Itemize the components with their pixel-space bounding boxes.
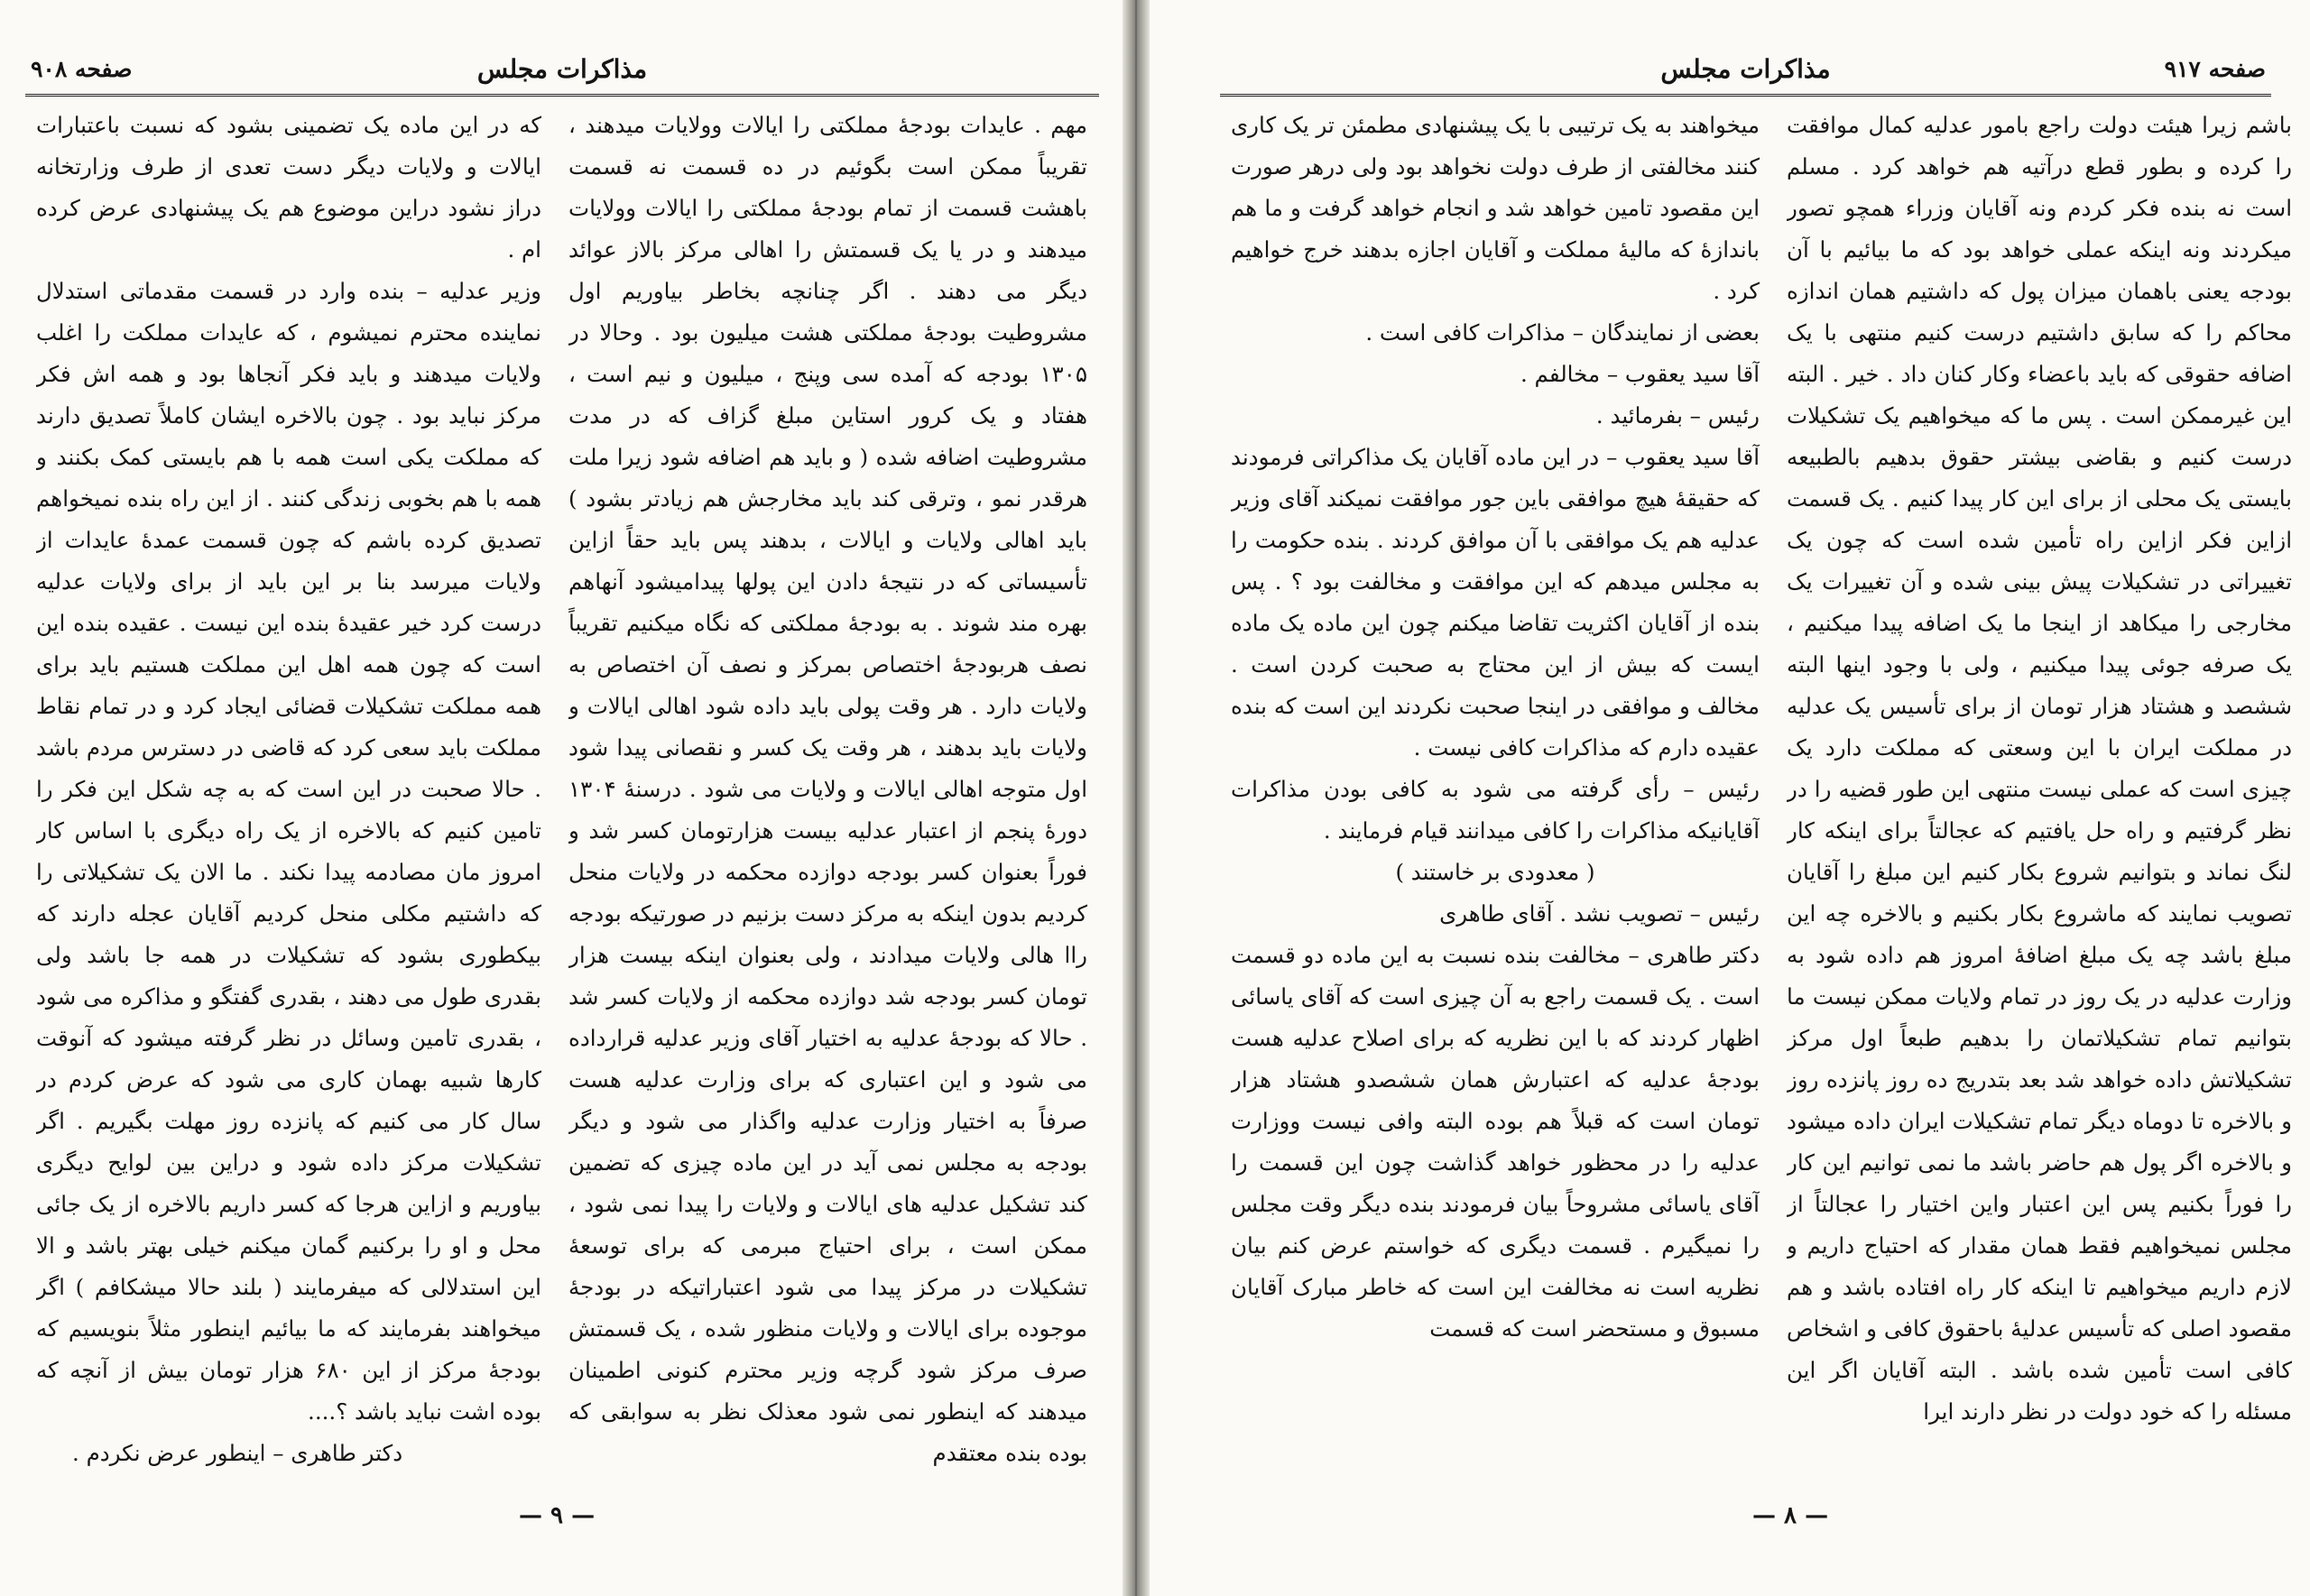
paragraph: وزیر عدلیه – بنده وارد در قسمت مقدماتی استدلال نماینده محترم نمیشوم ، که عایدات مملکت را اغلب ولایات میدهند و باید فکر آنجاها بود و همه اش فکر مرکز نباید بود . چون بالاخره ایشان کاملاً تصدیق دارند که مملکت یکی است همه با هم بایستی کمک بکنند و همه با هم بخوبی زندگی کنند . از این راه بنده نمیخواهم تصدیق کرده باشم که چون قسمت عمدهٔ عایدات از ولایات میرسد بنا بر این باید از برای ولایات عدلیه درست کرد خیر عقیدهٔ بنده این نیست . عقیده بنده این است که چون همه اهل این مملکت هستیم باید برای همه مملکت تشکیلات قضائی ایجاد کرد و در تمام نقاط مملکت باید سعی کرد که قاضی در دسترس مردم باشد . حالا صحبت در این است که به چه شکل این فکر را تامین کنیم که بالاخره از یک راه دیگری با اساس کار امروز مان مصادمه پیدا نکند . ما الان یک تشکیلاتی را که داشتیم مکلی منحل کردیم آقایان عجله دارند که بیکطوری بشود که تشکیلات در همه جا باشد ولی بقدری طول می دهند ، بقدری گفتگو و مذاکره می شود ، بقدری تامین وسائل در نظر گرفته میشود که آنوقت کارها شبیه بهمان کاری می شود که عرض کردم در سال کار می کنیم که پانزده روز مهلت بگیریم . اگر تشکیلات مرکز داده شود و دراین بین لوایح دیگری بیاوریم و ازاین هرجا که کسر داریم بالاخره از یک جائی محل و او را برکنیم گمان میکنم خیلی بهتر باشد و الا این استدلالی که میفرمایند ( بلند حالا میشکافم ) اگر میخواهند بفرمایند که ما بیائیم اینطور مثلاً بنویسیم که بودجهٔ مرکز از این ۶۸۰ هزار تومان بیش از آنچه که بوده اشت نباید باشد ؟.... [36, 278, 541, 1425]
right-page-number: صفحه ۹۱۷ [2164, 56, 2266, 82]
paragraph: آقا سید یعقوب – مخالفم . [1520, 361, 1760, 387]
right-header-title: مذاکرات مجلس [1660, 54, 1831, 84]
paragraph: رئیس – بفرمائید . [1595, 402, 1760, 429]
paragraph: باشم زیرا هیئت دولت راجع بامور عدلیه کمال موافقت را کرده و بطور قطع درآتیه هم خواهد کرد . مسلم است نه بنده فکر کردم ونه آقایان وزراء همچو تصور میکردند ونه اینکه عملی خواهد بود که ما بیائیم با آن بودجه یعنی باهمان میزان پول که داشتیم همان اندازه محاکم را که سابق داشتیم درست کنیم منتهی با یک اضافه حقوقی که باید باعضاء وکار کنان داد . خیر . البته این غیرممکن است . پس ما که میخواهیم یک تشکیلات درست کنیم و بقاضی بیشتر حقوق بدهیم بالطبیعه بایستی یک محلی از برای این کار پیدا کنیم . یک قسمت ازاین فکر ازاین راه تأمین شده است که چون یک تغییراتی در تشکیلات پیش بینی شده و آن تغییرات یک مخارجی را میکاهد از اینجا ما یک اضافه پیدا میکنیم ، یک صرفه جوئی پیدا میکنیم ، ولی با وجود اینها البته ششصد و هشتاد هزار تومان از برای تأسیس یک عدلیه در مملکت ایران با این وسعتی که مملکت دارد یک چیزی است که عملی نیست منتهی این طور قضیه را در نظر گرفتیم و راه حل یافتیم که عجالتاً برای اینکه کار لنگ نماند و بتوانیم شروع بکار کنیم این مبلغ را آقایان تصویب نمایند که ماشروع بکار بکنیم و بالاخره چه این مبلغ باشد چه یک مبلغ اضافهٔ امروز هم داده شود به وزارت عدلیه در یک روز در تمام ولایات ممکن نیست ما بتوانیم تمام تشکیلاتمان را بدهیم طبعاً اول مرکز تشکیلاتش داده خواهد شد بعد بتدریج ده روز پانزده روز و بالاخره تا دوماه دیگر تمام تشکیلات ایران داده میشود و بالاخره اگر پول هم حاضر باشد ما نمی توانیم این کار را فوراً بکنیم پس این اعتبار واین اختیار را عجالتاً از مجلس نمیخواهیم فقط همان مقدار که احتیاج داریم و لازم داریم میخواهیم تا اینکه کار راه افتاده باشد و هم مقصود اصلی که تأسیس عدلیهٔ باحقوق کافی و اشخاص کافی است تأمین شده باشد . البته آقایان اگر این مسئله را که خود دولت در نظر دارند ایرا [1787, 112, 2292, 1425]
paragraph: دکتر طاهری – مخالفت بنده نسبت به این ماده دو قسمت است . یک قسمت راجع به آن چیزی است که آقای یاسائی اظهار کردند که با این نظریه که برای اصلاح عدلیه هست بودجهٔ عدلیه که اعتبارش همان ششصدو هشتاد هزار تومان است که قبلاً هم بوده البته وافی نیست ووزارت عدلیه را در محظور خواهد گذاشت چون این قسمت را آقای یاسائی مشروحاً بیان فرمودند بنده دیگر وقت مجلس را نمیگیرم . قسمت دیگری که خواستم عرض کنم بیان نظریه است نه مخالفت این است که خاطر مبارک آقایان مسبوق و مستحضر است که قسمت [1231, 942, 1760, 1342]
paragraph: میخواهند به یک ترتیبی با یک پیشنهادی مطمئن تر یک کاری کنند مخالفتی از طرف دولت نخواهد بود ولی درهر صورت این مقصود تامین خواهد شد و انجام خواهد گرفت و ما هم باندازهٔ که مالیهٔ مملکت و آقایان اجازه بدهند خرج خواهیم کرد . [1231, 112, 1760, 304]
paragraph: بعضی از نمایندگان – مذاکرات کافی است . [1365, 319, 1760, 346]
paragraph: رئیس – تصویب نشد . آقای طاهری [1439, 900, 1760, 927]
paragraph: دکتر طاهری – اینطور عرض نکردم . [72, 1440, 403, 1466]
left-page-footer: — ۹ — [519, 1502, 596, 1529]
book-gutter [1123, 0, 1150, 1596]
right-page [1139, 0, 2310, 1596]
right-column-right [1787, 105, 2292, 1476]
left-page-header [25, 52, 1099, 97]
paragraph: مهم . عایدات بودجهٔ مملکتی را ایالات وولایات میدهند ، تقریباً ممکن است بگوئیم در ده قسمت نه قسمت باهشت قسمت از تمام بودجهٔ مملکتی را ایالات وولایات میدهند و در یا یک قسمتش را اهالی مرکز بالاز عوائد دیگر می دهند . اگر چنانچه بخاطر بیاوریم اول مشروطیت بودجهٔ مملکتی هشت میلیون بود . وحالا در ۱۳۰۵ بودجه که آمده سی وپنج ، میلیون و نیم است ، هفتاد و یک کرور استاین مبلغ گزاف که در مدت مشروطیت اضافه شده ( و باید هم اضافه شود زیرا ملت هرقدر نمو ، وترقی کند باید مخارجش هم زیادتر بشود ) باید اهالی ولایات و ایالات ، بدهند پس باید حقاً ازاین تأسیساتی که در نتیجهٔ دادن این پولها پیدامیشود آنهاهم بهره مند شوند . به بودجهٔ مملکتی که نگاه میکنیم تقریباً نصف هربودجهٔ اختصاص بمرکز و نصف آن اختصاص به ولایات دارد . هر وقت پولی باید داده شود اهالی ایالات و ولایات باید بدهند ، هر وقت یک کسر و نقصانی پیدا شود اول متوجه اهالی ایالات و ولایات می شود . درسنهٔ ۱۳۰۴ دورهٔ پنجم از اعتبار عدلیه بیست هزارتومان کسر شد و فوراً بعنوان کسر بودجه دوازده محکمه در ولایات منحل کردیم بدون اینکه به مرکز دست بزنیم در صورتیکه بودجه راا هالی ولایات میدادند ، ولی بعنوان اینکه بیست هزار تومان کسر بودجه شد دوازده محکمه از ولایات کسر شد . حالا که بودجهٔ عدلیه به اختیار آقای وزیر عدلیه قرارداده می شود و این اعتباری که برای وزارت عدلیه هست صرفاً به اختیار وزارت عدلیه واگذار می شود و دیگر بودجه به مجلس نمی آید در این ماده چیزی که تضمین کند تشکیل عدلیه های ایالات و ولایات را پیدا نمی شود ، ممکن است ، برای احتیاج مبرمی که برای توسعهٔ تشکیلات در مرکز پیدا می شود اعتباراتیکه در بودجهٔ موجوده برای ایالات و ولایات منظور شده ، یک قسمتش صرف مرکز شود گرچه وزیر محترم کنونی اطمینان میدهند که اینطور نمی شود معذلک نظر به سوابقی که بوده بنده معتقدم [568, 112, 1087, 1466]
left-column-right [568, 105, 1087, 1476]
right-page-header [1220, 52, 2271, 97]
right-page-footer: — ۸ — [1752, 1502, 1829, 1529]
left-column-left [36, 105, 541, 1476]
paragraph: که در این ماده یک تضمینی بشود که نسبت باعتبارات ایالات و ولایات دیگر دست تعدی از طرف وزارتخانه دراز نشود دراین موضوع هم یک پیشنهادی عرض کرده ام . [36, 112, 541, 263]
right-column-left [1231, 105, 1760, 1476]
left-page-number: صفحه ۹۰۸ [31, 56, 133, 82]
left-page [0, 0, 1135, 1596]
paragraph: ( معدودی بر خاستند ) [1395, 859, 1595, 885]
paragraph: رئیس – رأی گرفته می شود به کافی بودن مذاکرات آقایانیکه مذاکرات را کافی میدانند قیام فرمایند . [1231, 776, 1760, 844]
paragraph: آقا سید یعقوب – در این ماده آقایان یک مذاکراتی فرمودند که حقیقهٔ هیچ موافقی باین جور موافقت نمیکند آقای وزیر عدلیه هم یک موافقی با آن موافق کردند . بنده حکومت را به مجلس میدهم که این موافقت و مخالفت بود ؟ . پس بنده از آقایان اکثریت تقاضا میکنم چون این ماده یک ماده ایست که بیش از این محتاج به صحبت کردن است . مخالف و موافقی در اینجا صحبت نکردند این است که بنده عقیده دارم که مذاکرات کافی نیست . [1231, 444, 1760, 761]
left-header-title: مذاکرات مجلس [476, 54, 648, 84]
